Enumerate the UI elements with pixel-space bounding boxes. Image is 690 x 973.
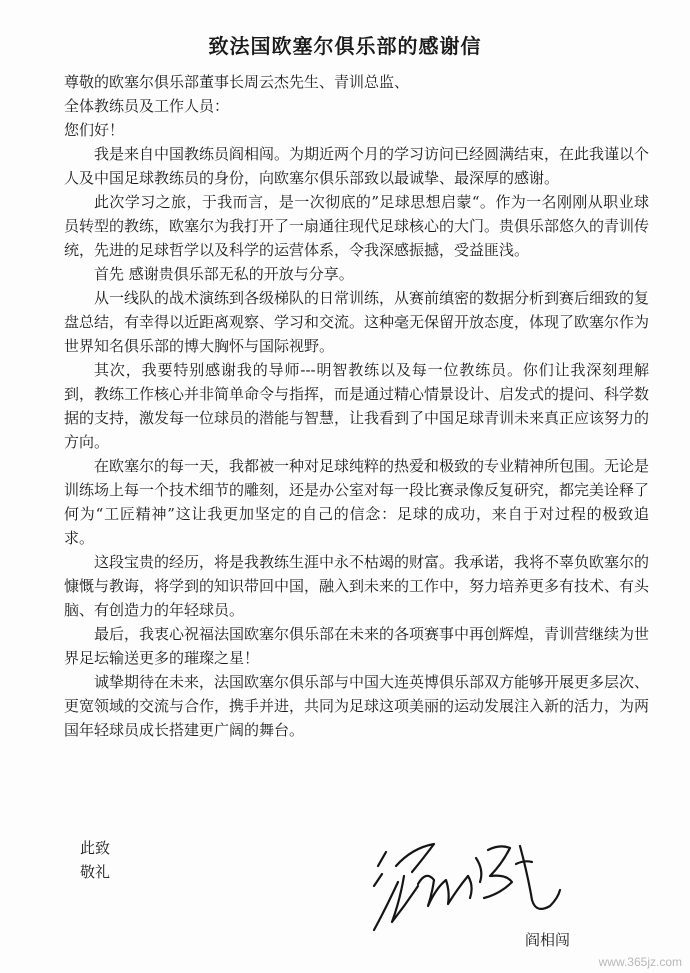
paragraph-introduction: 我是来自中国教练员阎相闯。为期近两个月的学习访问已经圆满结束，在此我谨以个人及中国足球教练员的身份，向欧塞尔俱乐部致以最诚挚、最深厚的感谢。 (64, 145, 650, 187)
paragraph-enlightenment: 此次学习之旅，于我而言，是一次彻底的”足球思想启蒙“。作为一名刚刚从职业球员转型的教练，欧塞尔为我打开了一扇通往现代足球核心的大门。贵俱乐部悠久的青训传统，先进的足球哲学以及科学的运营体系，令我深感振撼，受益匪浅。 (64, 193, 650, 259)
handwritten-signature (372, 836, 562, 936)
salutation-line-2: 全体教练员及工作人员： (64, 97, 230, 115)
letter-title: 致法国欧塞尔俱乐部的感谢信 (208, 34, 482, 58)
signer-name: 阎相闯 (525, 931, 571, 949)
paragraph-commitment: 这段宝贵的经历，将是我教练生涯中永不枯竭的财富。我承诺，我将不辜负欧塞尔的慷慨与教诲，将学到的知识带回中国，融入到未来的工作中，努力培养更多有技术、有头脑、有创造力的年轻球员。 (64, 553, 650, 619)
closing-block (80, 836, 110, 884)
paragraph-observation: 从一线队的战术演练到各级梯队的日常训练，从赛前缜密的数据分析到赛后细致的复盘总结，有幸得以近距离观察、学习和交流。这种毫无保留开放态度，体现了欧塞尔作为世界知名俱乐部的博大胸怀与国际视野。 (64, 289, 650, 355)
closing-line-2: 敬礼 (80, 863, 111, 881)
letter-body (64, 70, 649, 742)
paragraph-cooperation: 诚挚期待在未来，法国欧塞尔俱乐部与中国大连英博俱乐部双方能够开展更多层次、更宽领域的交流与合作，携手并进，共同为足球这项美丽的运动发展注入新的活力，为两国年轻球员成长搭建更广阔的舞台。 (64, 673, 650, 739)
closing-line-1: 此致 (80, 839, 111, 857)
paragraph-first-thanks: 首先 感谢贵俱乐部无私的开放与分享。 (94, 265, 354, 283)
watermark: www.365jz.com (598, 955, 682, 969)
paragraph-mentor-thanks: 其次，我要特别感谢我的导师---明智教练以及每一位教练员。你们让我深刻理解到，教练工作核心并非简单命令与指挥，而是通过精心情景设计、启发式的提问、科学数据的支持，激发每一位球员的潜能与智慧，让我看到了中国足球青训未来真正应该努力的方向。 (64, 361, 650, 451)
paragraph-blessing: 最后，我衷心祝福法国欧塞尔俱乐部在未来的各项赛事中再创辉煌，青训营继续为世界足坛输送更多的璀璨之星！ (64, 625, 650, 667)
salutation-line-1: 尊敬的欧塞尔俱乐部董事长周云杰先生、青训总监、 (64, 73, 410, 91)
paragraph-craftsmanship: 在欧塞尔的每一天，我都被一种对足球纯粹的热爱和极致的专业精神所包围。无论是训练场上每一个技术细节的雕刻，还是办公室对每一段比赛录像反复研究，都完美诠释了何为“工匠精神”这让我更加坚定的自己的信念：足球的成功，来自于对过程的极致追求。 (64, 457, 650, 547)
greeting-line: 您们好！ (64, 121, 125, 139)
